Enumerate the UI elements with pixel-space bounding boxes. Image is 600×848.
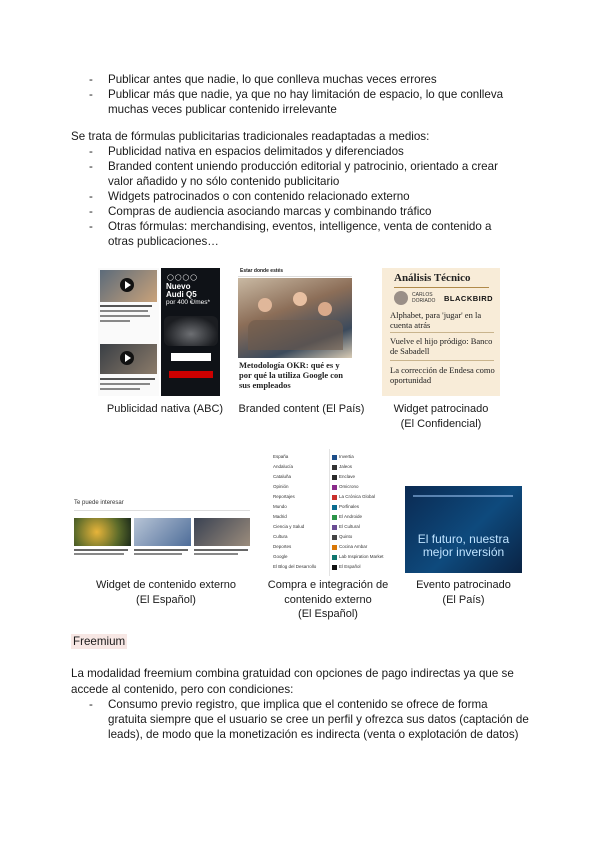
section-item: Deportes xyxy=(273,544,292,549)
partner-item: Invertia xyxy=(332,452,388,462)
partner-logo-icon xyxy=(332,525,337,530)
caption-audience-purchase: Compra e integración de contenido externo (El Español) xyxy=(267,579,389,620)
partner-item: La Crónica Global xyxy=(332,492,388,502)
partner-item: Cocina Ambar xyxy=(332,542,388,552)
partner-item: Enclave xyxy=(332,472,388,482)
partner-item: Porfinales xyxy=(332,502,388,512)
partner-item: Quinto xyxy=(332,532,388,542)
section-item: Cataluña xyxy=(273,474,292,479)
list-item: - Publicidad nativa en espacios delimitados y diferenciados xyxy=(89,145,404,158)
audi-ad-thumbnail: ◯◯◯◯ Nuevo Audi Q5 por 400 €/mes* xyxy=(161,268,220,396)
partner-logo-icon xyxy=(332,465,337,470)
partner-logo-icon xyxy=(332,545,337,550)
partner-logo-icon xyxy=(332,535,337,540)
formula-list xyxy=(89,144,519,249)
audience-purchase-thumbnail xyxy=(270,449,388,576)
section-item: Mundo xyxy=(273,504,287,509)
list-item: - Consumo previo registro, que implica que el contenido se ofrece de forma gratuita siempre que el usuario se cree un perfil y ofrezca sus datos (captación de leads), de modo que la monetización es indirecta (venta o explotación de datos) xyxy=(89,698,529,741)
section-item: Madrid xyxy=(273,514,287,519)
section-item: Cultura xyxy=(273,534,288,539)
avatar xyxy=(394,291,408,305)
section-item: Google xyxy=(273,554,288,559)
partner-logo-icon xyxy=(332,565,337,570)
caption-abc: Publicidad nativa (ABC) xyxy=(106,403,224,415)
partner-item: Omicrono xyxy=(332,482,388,492)
list-item: - Publicar más que nadie, ya que no hay limitación de espacio, lo que conlleva muchas veces publicar contenido irrelevante xyxy=(89,88,504,116)
partner-logo-icon xyxy=(332,555,337,560)
section-item: Andalucía xyxy=(273,464,294,469)
caption-sponsored-event: Evento patrocinado (El País) xyxy=(416,579,511,606)
external-content-widget-thumbnail: Te puede interesar xyxy=(71,498,252,573)
partner-item: El Androide xyxy=(332,512,388,522)
section-item: España xyxy=(273,454,289,459)
caption-confidencial: Widget patrocinado (El Confidencial) xyxy=(393,403,489,430)
paragraph-freemium: La modalidad freemium combina gratuidad con opciones de pago indirectas ya que se accede al contenido, pero con condiciones: xyxy=(71,667,514,696)
partner-logo-icon xyxy=(332,475,337,480)
branded-content-thumbnail: Estar donde estés Metodología OKR: qué es y por qué la utiliza Google con sus empleados xyxy=(238,268,352,398)
partner-item: El Cultural xyxy=(332,522,388,532)
partner-item: Jaleos xyxy=(332,462,388,472)
partner-logo-icon xyxy=(332,455,337,460)
partner-logo-icon xyxy=(332,505,337,510)
partner-logo-icon xyxy=(332,485,337,490)
section-heading-freemium: Freemium xyxy=(73,635,126,648)
partner-item: Lab Inspiration Market xyxy=(332,552,388,562)
freemium-list xyxy=(89,697,529,742)
partner-logo-icon xyxy=(332,495,337,500)
abc-article-thumbnail xyxy=(98,268,159,396)
section-item: El Blog del Desarrollo xyxy=(273,564,317,569)
list-item: - Branded content uniendo producción editorial y patrocinio, orientado a crear valor añadido y no sólo contenido publicitario xyxy=(89,160,498,188)
intro-list xyxy=(89,72,509,117)
partner-item: El Español xyxy=(332,562,388,572)
section-item: Opinión xyxy=(273,484,289,489)
caption-external-widget: Widget de contenido externo (El Español) xyxy=(95,579,237,606)
caption-branded: Branded content (El País) xyxy=(238,403,365,415)
paragraph-formulas: Se trata de fórmulas publicitarias tradicionales readaptadas a medios: xyxy=(71,130,430,143)
list-item: - Compras de audiencia asociando marcas y combinando tráfico xyxy=(89,205,432,218)
list-item: - Otras fórmulas: merchandising, eventos, intelligence, venta de contenido a otras publicaciones… xyxy=(89,220,492,248)
sponsored-widget-thumbnail: Análisis Técnico CARLOS DORIADO BLACKBIRD Alphabet, para 'jugar' en la cuenta atrás Vuelve el hijo pródigo: Banco de Sabadell La corrección de Endesa como oportunidad xyxy=(382,268,500,396)
partner-logo-icon xyxy=(332,515,337,520)
list-item: - Publicar antes que nadie, lo que conlleva muchas veces errores xyxy=(89,73,437,86)
section-item: Reportajes xyxy=(273,494,295,499)
list-item: - Widgets patrocinados o con contenido relacionado externo xyxy=(89,190,410,203)
section-item: Ciencia y Salud xyxy=(273,524,305,529)
sponsored-event-thumbnail: El futuro, nuestra mejor inversión xyxy=(405,486,522,573)
